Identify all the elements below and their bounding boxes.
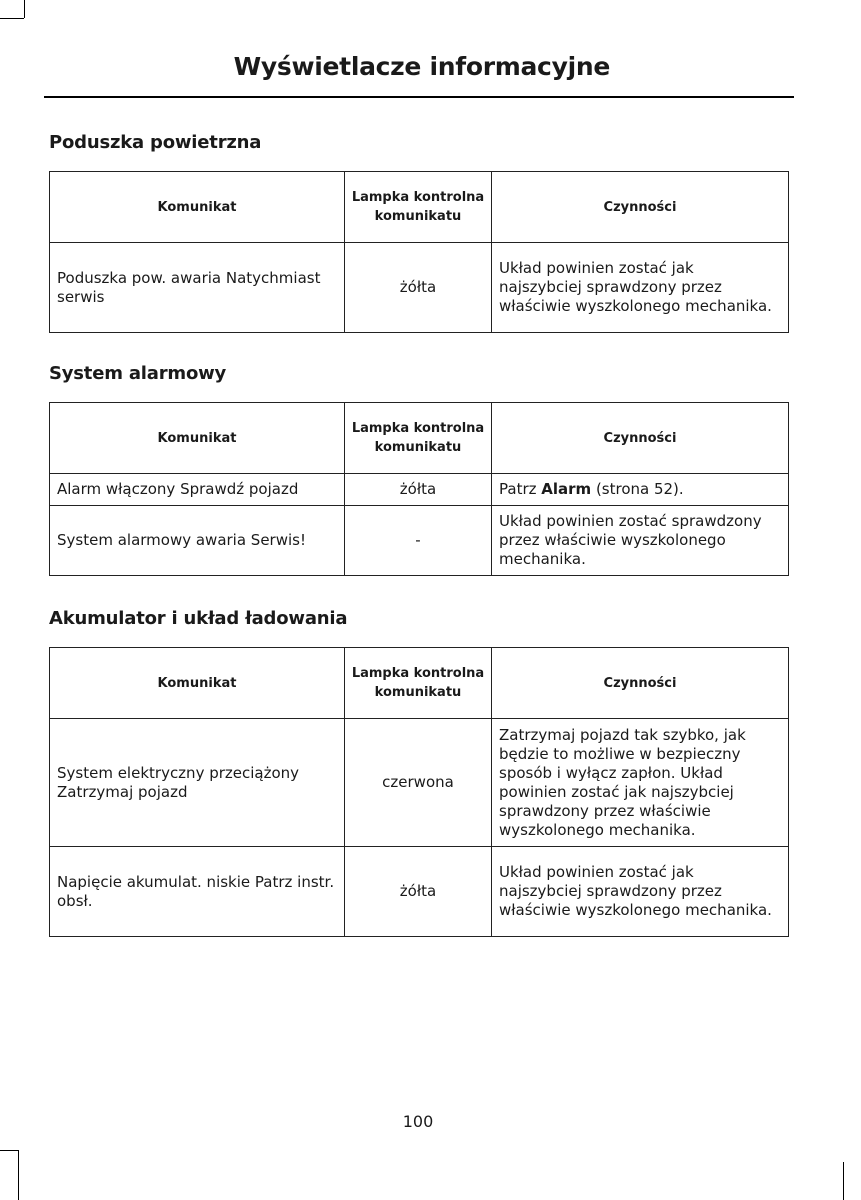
table-row xyxy=(50,719,789,847)
table-row xyxy=(50,506,789,576)
section-heading-alarm: System alarmowy xyxy=(49,363,227,384)
message-cell: Alarm włączony Sprawdź pojazd xyxy=(50,474,345,506)
action-cell: Układ powinien zostać sprawdzony przez właściwie wyszkolonego mechanika. xyxy=(492,506,789,576)
crop-mark-bottom-left xyxy=(18,1150,19,1200)
message-cell: Poduszka pow. awaria Natychmiast serwis xyxy=(50,243,345,333)
message-cell: System alarmowy awaria Serwis! xyxy=(50,506,345,576)
lamp-cell: żółta xyxy=(345,847,492,937)
crop-mark-top-left-horizontal xyxy=(0,18,24,19)
battery-table xyxy=(49,647,789,937)
section-heading-airbag: Poduszka powietrzna xyxy=(49,132,262,153)
column-header-action: Czynności xyxy=(492,648,789,719)
action-cell: Układ powinien zostać jak najszybciej sprawdzony przez właściwie wyszkolonego mechanika. xyxy=(492,847,789,937)
action-cell xyxy=(492,474,789,506)
action-text: Patrz xyxy=(499,480,542,498)
lamp-cell: żółta xyxy=(345,243,492,333)
column-header-lamp: Lampka kontrolna komunikatu xyxy=(345,648,492,719)
crop-mark-top-left xyxy=(24,0,25,18)
alarm-reference: Alarm xyxy=(541,480,592,498)
lamp-cell: czerwona xyxy=(345,719,492,847)
table-header-row xyxy=(50,648,789,719)
crop-mark-bottom-left-horizontal xyxy=(0,1150,18,1151)
crop-mark-bottom-right xyxy=(843,1162,844,1200)
column-header-action: Czynności xyxy=(492,172,789,243)
table-row xyxy=(50,474,789,506)
column-header-action: Czynności xyxy=(492,403,789,474)
page-title: Wyświetlacze informacyjne xyxy=(233,52,610,81)
column-header-message: Komunikat xyxy=(50,648,345,719)
action-cell: Zatrzymaj pojazd tak szybko, jak będzie to możliwe w bezpieczny sposób i wyłącz zapłon. Układ powinien zostać jak najszybciej sprawdzony przez właściwie wyszkolonego mechanika. xyxy=(492,719,789,847)
section-heading-battery: Akumulator i układ ładowania xyxy=(49,608,348,629)
column-header-message: Komunikat xyxy=(50,403,345,474)
action-cell: Układ powinien zostać jak najszybciej sprawdzony przez właściwie wyszkolonego mechanika. xyxy=(492,243,789,333)
column-header-message: Komunikat xyxy=(50,172,345,243)
table-row xyxy=(50,847,789,937)
table-row xyxy=(50,243,789,333)
column-header-lamp: Lampka kontrolna komunikatu xyxy=(345,172,492,243)
column-header-lamp: Lampka kontrolna komunikatu xyxy=(345,403,492,474)
table-header-row xyxy=(50,172,789,243)
airbag-table xyxy=(49,171,789,333)
page-number: 100 xyxy=(402,1112,434,1131)
table-header-row xyxy=(50,403,789,474)
alarm-table xyxy=(49,402,789,576)
page-reference: (strona 52). xyxy=(591,480,684,498)
lamp-cell: żółta xyxy=(345,474,492,506)
title-rule xyxy=(44,96,794,98)
message-cell: Napięcie akumulat. niskie Patrz instr. obsł. xyxy=(50,847,345,937)
message-cell: System elektryczny przeciążony Zatrzymaj pojazd xyxy=(50,719,345,847)
lamp-cell: - xyxy=(345,506,492,576)
